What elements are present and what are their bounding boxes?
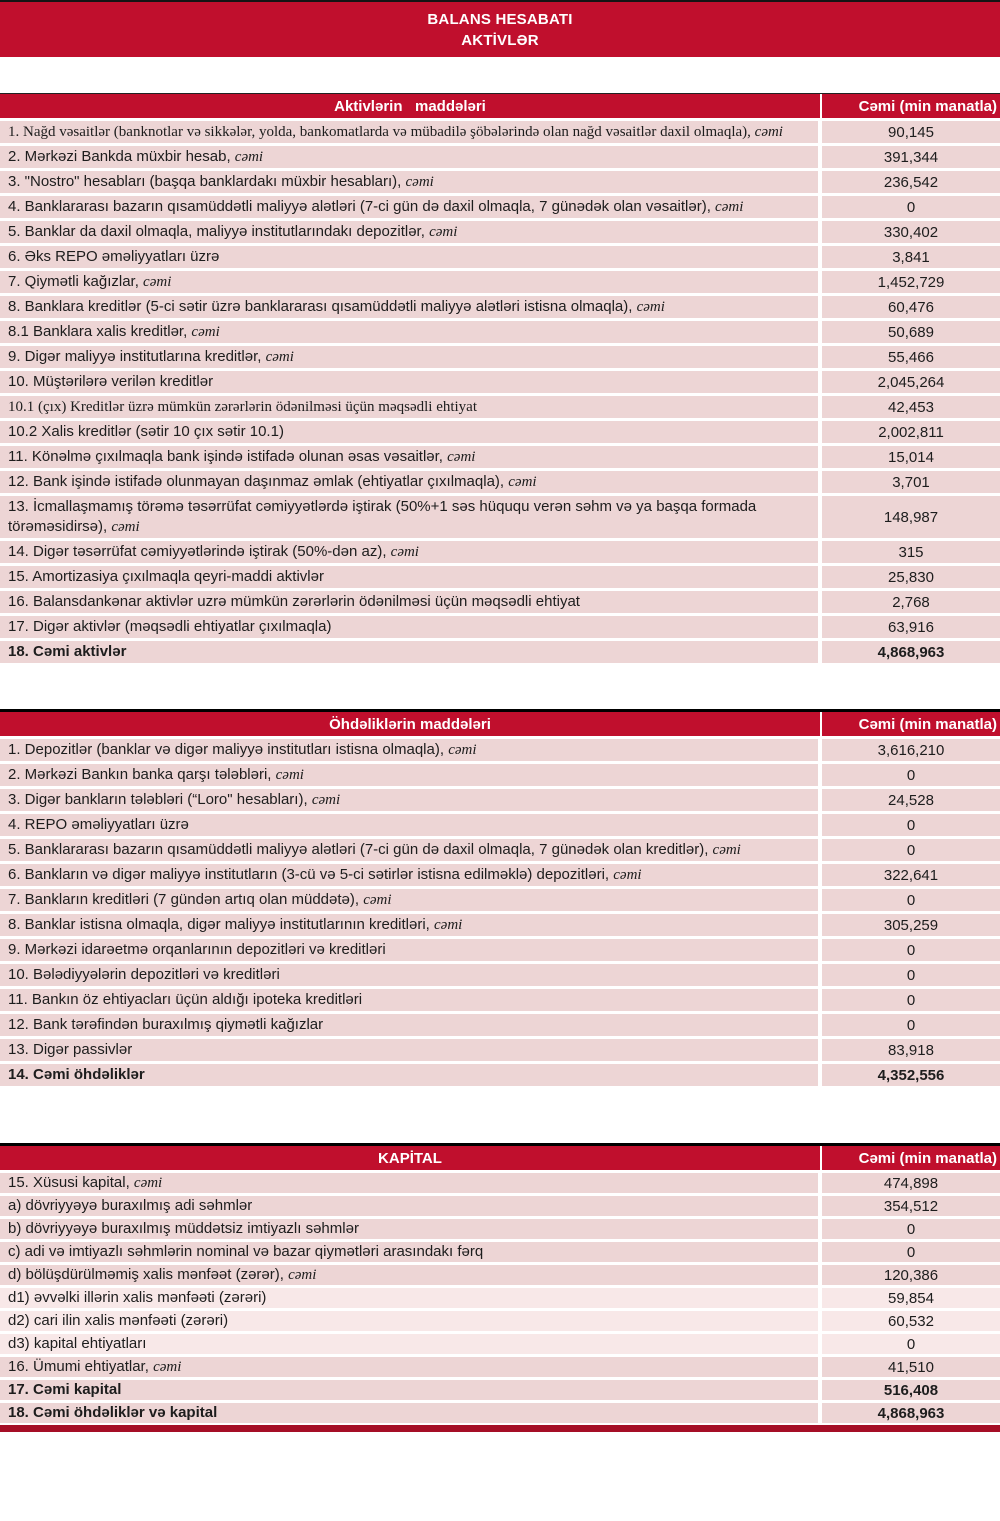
row-label: 14. Cəmi öhdəliklər [0, 1064, 818, 1086]
row-label-italic-suffix: cəmi [405, 174, 434, 190]
row-value: 322,641 [822, 864, 1000, 886]
row-label: 5. Banklararası bazarın qısamüddətli maliyyə alətləri (7-ci gün də daxil olmaqla, 7 günədək olan kreditlər), cəmi [0, 839, 818, 861]
table-row [0, 839, 1000, 861]
capital-table-body [0, 1173, 1000, 1423]
liabilities-table-header-row [0, 709, 1000, 736]
row-value: 0 [822, 964, 1000, 986]
row-label: 17. Digər aktivlər (məqsədli ehtiyatlar çıxılmaqla) [0, 616, 818, 638]
table-row [0, 346, 1000, 368]
table-row [0, 296, 1000, 318]
row-value: 474,898 [822, 1173, 1000, 1193]
row-value: 2,002,811 [822, 421, 1000, 443]
liabilities-table [0, 709, 1000, 1086]
row-label-italic-suffix: cəmi [429, 224, 458, 240]
row-value: 59,854 [822, 1288, 1000, 1308]
row-value: 391,344 [822, 146, 1000, 168]
row-value: 0 [822, 196, 1000, 218]
row-value: 0 [822, 1334, 1000, 1354]
row-label: 11. Könəlmə çıxılmaqla bank işində istifadə olunan əsas vəsaitlər, cəmi [0, 446, 818, 468]
row-value: 2,045,264 [822, 371, 1000, 393]
table-row [0, 1014, 1000, 1036]
table-row [0, 196, 1000, 218]
row-label-italic-suffix: cəmi [111, 519, 140, 535]
table-row [0, 121, 1000, 143]
row-label: 10.2 Xalis kreditlər (sətir 10 çıx sətir 10.1) [0, 421, 818, 443]
row-label: 16. Ümumi ehtiyatlar, cəmi [0, 1357, 818, 1377]
row-value: 83,918 [822, 1039, 1000, 1061]
row-value: 305,259 [822, 914, 1000, 936]
row-value: 3,701 [822, 471, 1000, 493]
row-label: 6. Əks REPO əməliyyatları üzrə [0, 246, 818, 268]
row-label: 7. Qiymətli kağızlar, cəmi [0, 271, 818, 293]
table-row [0, 1039, 1000, 1061]
table-row [0, 739, 1000, 761]
report-banner [0, 0, 1000, 57]
table-row [0, 541, 1000, 563]
table-row [0, 1357, 1000, 1377]
row-label-italic-suffix: cəmi [754, 124, 783, 140]
table-row [0, 371, 1000, 393]
row-label: 13. Digər passivlər [0, 1039, 818, 1061]
table-row [0, 1334, 1000, 1354]
row-label-italic-suffix: cəmi [153, 1359, 182, 1375]
row-label: 1. Nağd vəsaitlər (banknotlar və sikkələr, yolda, bankomatlarda və mübadilə şöbələrində olan nağd vəsaitlər daxil olmaqla), cəmi [0, 121, 818, 143]
row-label: a) dövriyyəyə buraxılmış adi səhmlər [0, 1196, 818, 1216]
row-label: 18. Cəmi aktivlər [0, 641, 818, 663]
row-value: 0 [822, 1242, 1000, 1262]
table-row [0, 964, 1000, 986]
row-label: 13. İcmallaşmamış törəmə təsərrüfat cəmiyyətlərdə iştirak (50%+1 səs hüququ verən səhm və ya başqa formada törəməsidirsə), cəmi [0, 496, 818, 538]
row-label-italic-suffix: cəmi [143, 274, 172, 290]
table-row [0, 171, 1000, 193]
row-value: 41,510 [822, 1357, 1000, 1377]
row-label: d2) cari ilin xalis mənfəəti (zərəri) [0, 1311, 818, 1331]
row-value: 0 [822, 989, 1000, 1011]
capital-table [0, 1143, 1000, 1423]
row-value: 148,987 [822, 496, 1000, 538]
row-label-italic-suffix: cəmi [715, 199, 744, 215]
row-value: 50,689 [822, 321, 1000, 343]
table-row [0, 814, 1000, 836]
table-row [0, 1173, 1000, 1193]
row-label: 8. Banklara kreditlər (5-ci sətir üzrə banklararası qısamüddətli maliyyə alətləri istisna olmaqla), cəmi [0, 296, 818, 318]
table-row [0, 1311, 1000, 1331]
row-label: 3. "Nostro" hesabları (başqa banklardakı müxbir hesabları), cəmi [0, 171, 818, 193]
row-label: c) adi və imtiyazlı səhmlərin nominal və bazar qiymətləri arasındakı fərq [0, 1242, 818, 1262]
liabilities-header-label: Öhdəliklərin maddələri [0, 712, 820, 736]
row-label: 15. Xüsusi kapital, cəmi [0, 1173, 818, 1193]
row-value: 4,868,963 [822, 641, 1000, 663]
row-value: 90,145 [822, 121, 1000, 143]
row-value: 0 [822, 764, 1000, 786]
table-row [0, 146, 1000, 168]
row-value: 60,476 [822, 296, 1000, 318]
row-label: 5. Banklar da daxil olmaqla, maliyyə institutlarındakı depozitlər, cəmi [0, 221, 818, 243]
row-label: 12. Bank tərəfindən buraxılmış qiymətli kağızlar [0, 1014, 818, 1036]
row-label: 3. Digər bankların tələbləri (“Loro" hesabları), cəmi [0, 789, 818, 811]
row-value: 1,452,729 [822, 271, 1000, 293]
table-row [0, 764, 1000, 786]
row-label-italic-suffix: cəmi [363, 892, 392, 908]
row-label: 16. Balansdankənar aktivlər uzrə mümkün zərərlərin ödənilməsi üçün məqsədli ehtiyat [0, 591, 818, 613]
row-value: 120,386 [822, 1265, 1000, 1285]
assets-header-label: Aktivlərin maddələri [0, 94, 820, 118]
row-label: 2. Mərkəzi Bankda müxbir hesab, cəmi [0, 146, 818, 168]
table-row [0, 421, 1000, 443]
report-title: BALANS HESABATI [427, 10, 573, 28]
row-label: d3) kapital ehtiyatları [0, 1334, 818, 1354]
row-label-italic-suffix: cəmi [434, 917, 463, 933]
table-row [0, 566, 1000, 588]
row-label-italic-suffix: cəmi [265, 349, 294, 365]
row-label-italic-suffix: cəmi [191, 324, 220, 340]
table-row [0, 789, 1000, 811]
row-label: 15. Amortizasiya çıxılmaqla qeyri-maddi aktivlər [0, 566, 818, 588]
table-row [0, 939, 1000, 961]
liabilities-table-body [0, 739, 1000, 1086]
row-label-italic-suffix: cəmi [275, 767, 304, 783]
row-value: 0 [822, 1219, 1000, 1239]
row-label-italic-suffix: cəmi [636, 299, 665, 315]
table-row [0, 221, 1000, 243]
row-value: 516,408 [822, 1380, 1000, 1400]
row-label: 12. Bank işində istifadə olunmayan daşınmaz əmlak (ehtiyatlar çıxılmaqla), cəmi [0, 471, 818, 493]
table-row [0, 914, 1000, 936]
row-label-italic-suffix: cəmi [234, 149, 264, 165]
row-label: 11. Bankın öz ehtiyacları üçün aldığı ipoteka kreditləri [0, 989, 818, 1011]
table-row [0, 321, 1000, 343]
row-label: 4. Banklararası bazarın qısamüddətli maliyyə alətləri (7-ci gün də daxil olmaqla, 7 günədək olan vəsaitlər), cəmi [0, 196, 818, 218]
report-subtitle: AKTİVLƏR [461, 31, 539, 49]
row-label: 9. Digər maliyyə institutlarına kreditlər, cəmi [0, 346, 818, 368]
row-value: 42,453 [822, 396, 1000, 418]
capital-header-value: Cəmi (min manatla) [822, 1146, 1000, 1170]
row-label: 8.1 Banklara xalis kreditlər, cəmi [0, 321, 818, 343]
row-value: 354,512 [822, 1196, 1000, 1216]
row-value: 63,916 [822, 616, 1000, 638]
table-row [0, 1219, 1000, 1239]
row-label: 9. Mərkəzi idarəetmə orqanlarının depozitləri və kreditləri [0, 939, 818, 961]
table-row [0, 616, 1000, 638]
row-label-italic-suffix: cəmi [288, 1267, 317, 1283]
row-label-italic-suffix: cəmi [133, 1175, 163, 1191]
table-row [0, 1288, 1000, 1308]
assets-table-header-row [0, 93, 1000, 118]
row-value: 330,402 [822, 221, 1000, 243]
table-row [0, 889, 1000, 911]
bottom-red-bar [0, 1425, 1000, 1432]
capital-table-header-row [0, 1143, 1000, 1170]
row-value: 25,830 [822, 566, 1000, 588]
row-label: d) bölüşdürülməmiş xalis mənfəət (zərər), cəmi [0, 1265, 818, 1285]
row-label-italic-suffix: cəmi [390, 544, 419, 560]
row-value: 3,616,210 [822, 739, 1000, 761]
table-row [0, 471, 1000, 493]
row-label: 10. Bələdiyyələrin depozitləri və kreditləri [0, 964, 818, 986]
assets-table [0, 93, 1000, 663]
row-label: 8. Banklar istisna olmaqla, digər maliyyə institutlarının kreditləri, cəmi [0, 914, 818, 936]
row-label: 7. Bankların kreditləri (7 gündən artıq olan müddətə), cəmi [0, 889, 818, 911]
row-label: d1) əvvəlki illərin xalis mənfəəti (zərəri) [0, 1288, 818, 1308]
row-label-italic-suffix: cəmi [447, 449, 476, 465]
row-label: 10. Müştərilərə verilən kreditlər [0, 371, 818, 393]
row-value: 24,528 [822, 789, 1000, 811]
row-value: 60,532 [822, 1311, 1000, 1331]
table-row [0, 396, 1000, 418]
row-value: 3,841 [822, 246, 1000, 268]
row-value: 0 [822, 939, 1000, 961]
row-label: b) dövriyyəyə buraxılmış müddətsiz imtiyazlı səhmlər [0, 1219, 818, 1239]
row-label-italic-suffix: cəmi [508, 474, 537, 490]
row-value: 4,352,556 [822, 1064, 1000, 1086]
liabilities-header-value: Cəmi (min manatla) [822, 712, 1000, 736]
row-label-italic-suffix: cəmi [311, 792, 341, 808]
row-value: 315 [822, 541, 1000, 563]
row-label: 1. Depozitlər (banklar və digər maliyyə institutları istisna olmaqla), cəmi [0, 739, 818, 761]
table-row [0, 1064, 1000, 1086]
row-label-italic-suffix: cəmi [448, 742, 477, 758]
capital-header-label: KAPİTAL [0, 1146, 820, 1170]
row-value: 0 [822, 889, 1000, 911]
table-row [0, 271, 1000, 293]
row-value: 4,868,963 [822, 1403, 1000, 1423]
row-value: 0 [822, 814, 1000, 836]
table-row [0, 989, 1000, 1011]
row-value: 2,768 [822, 591, 1000, 613]
row-label: 14. Digər təsərrüfat cəmiyyətlərində iştirak (50%-dən az), cəmi [0, 541, 818, 563]
row-value: 55,466 [822, 346, 1000, 368]
row-label: 17. Cəmi kapital [0, 1380, 818, 1400]
table-row [0, 641, 1000, 663]
row-label: 4. REPO əməliyyatları üzrə [0, 814, 818, 836]
row-label: 18. Cəmi öhdəliklər və kapital [0, 1403, 818, 1423]
table-row [0, 864, 1000, 886]
table-row [0, 1196, 1000, 1216]
table-row [0, 591, 1000, 613]
row-label: 6. Bankların və digər maliyyə institutların (3-cü və 5-ci sətirlər istisna edilməklə) depozitləri, cəmi [0, 864, 818, 886]
row-label: 10.1 (çıx) Kreditlər üzrə mümkün zərərlərin ödənilməsi üçün məqsədli ehtiyat [0, 396, 818, 418]
assets-table-body [0, 121, 1000, 663]
table-row [0, 246, 1000, 268]
table-row [0, 1242, 1000, 1262]
row-value: 0 [822, 1014, 1000, 1036]
table-row [0, 1380, 1000, 1400]
row-label: 2. Mərkəzi Bankın banka qarşı tələbləri, cəmi [0, 764, 818, 786]
row-label-italic-suffix: cəmi [613, 867, 642, 883]
table-row [0, 496, 1000, 538]
row-value: 236,542 [822, 171, 1000, 193]
table-row [0, 1403, 1000, 1423]
row-label-italic-suffix: cəmi [712, 842, 741, 858]
assets-header-value: Cəmi (min manatla) [822, 94, 1000, 118]
row-value: 0 [822, 839, 1000, 861]
table-row [0, 446, 1000, 468]
table-row [0, 1265, 1000, 1285]
row-value: 15,014 [822, 446, 1000, 468]
